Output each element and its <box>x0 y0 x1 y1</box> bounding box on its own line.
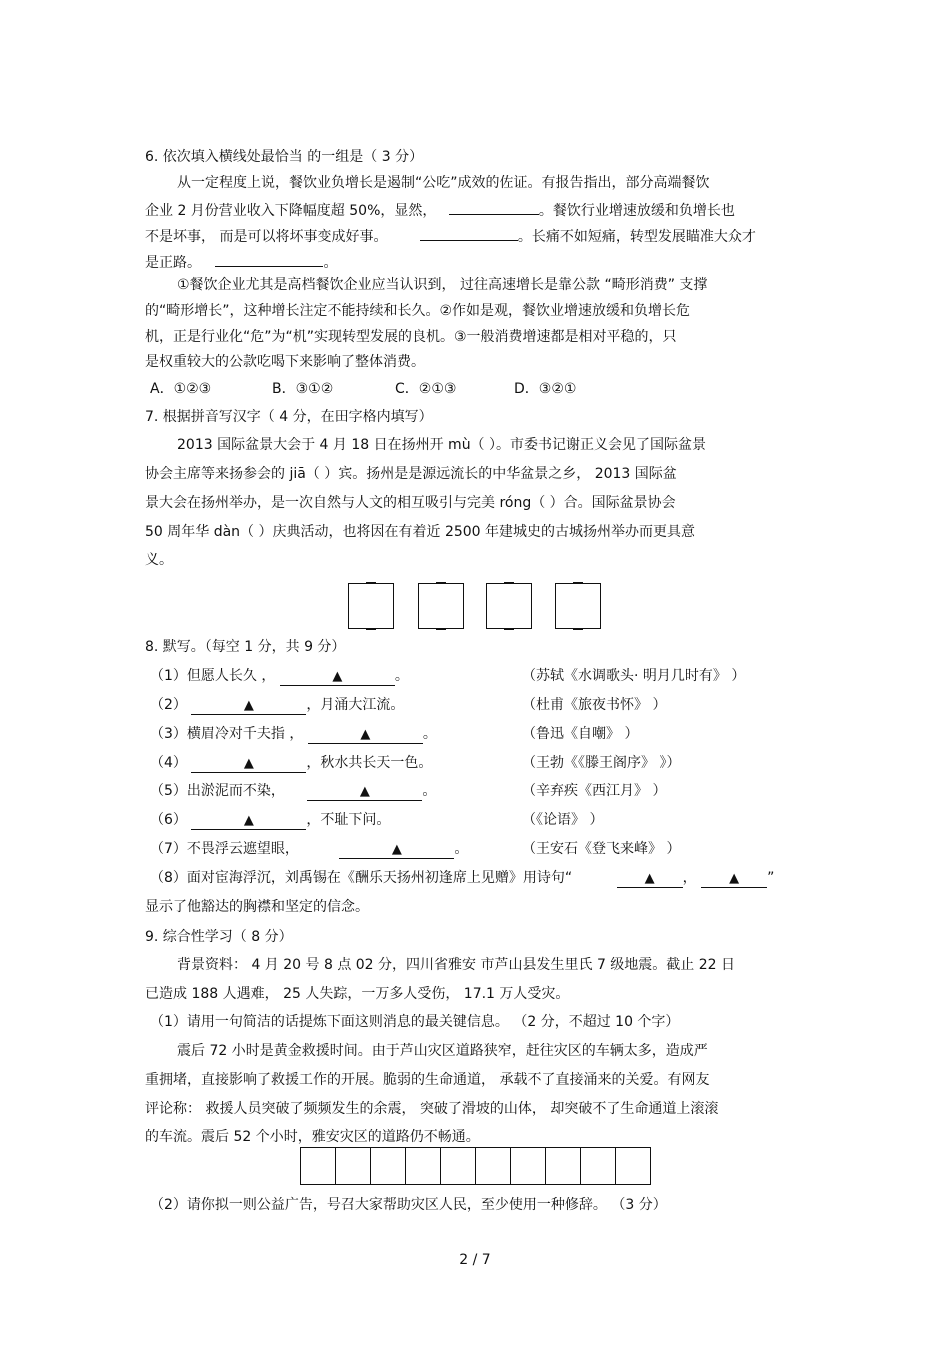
q6-option-line: 的“畸形增长”，这种增长注定不能持续和长久。②作如是观，餐饮业增速放缓和负增长危 <box>145 303 691 319</box>
dictation-suffix: ，秋水共长天一色。 <box>306 755 433 771</box>
answer-grid <box>300 1147 651 1185</box>
dictation-item-7 <box>150 840 468 859</box>
q6-para-line: 从一定程度上说，餐饮业负增长是遏制“公吃”成效的佐证。有报告指出，部分高端餐饮 <box>177 175 710 191</box>
dictation-blank[interactable]: ▲ <box>280 669 395 686</box>
answer-cell[interactable] <box>616 1148 650 1184</box>
dictation-item-1 <box>150 667 409 686</box>
q7-para-line: 景大会在扬州举办，是一次自然与人文的相互吸引与完美 róng（ ）合。国际盆景协会 <box>145 495 676 511</box>
dictation-blank[interactable]: ▲ <box>617 871 683 888</box>
answer-cell[interactable] <box>511 1148 546 1184</box>
dictation-source: （王勃《《滕王阁序》 》） <box>522 755 681 771</box>
choice-c[interactable]: C．②①③ <box>395 381 457 397</box>
q9-subquestion-2: （2）请你拟一则公益广告，号召大家帮助灾区人民，至少使用一种修辞。 （3 分） <box>150 1197 667 1213</box>
q6-title: 6. 依次填入横线处最恰当 的一组是（ 3 分） <box>145 149 424 165</box>
dictation-prefix: （6） <box>150 812 187 828</box>
q6-text: 企业 2 月份营业收入下降幅度超 50%，显然， <box>145 203 437 219</box>
choice-b[interactable]: B．③①② <box>272 381 334 397</box>
q6-text: 。长痛不如短痛，转型发展瞄准大众才 <box>517 229 756 245</box>
dictation-source: （辛弃疾《西江月》 ） <box>522 783 667 799</box>
dictation-item-4 <box>150 754 432 773</box>
fill-blank[interactable] <box>449 200 539 215</box>
q6-text: 。 <box>323 255 338 271</box>
dictation-item-3 <box>150 725 437 744</box>
dictation-comma: ， <box>682 870 697 886</box>
dictation-source: （鲁迅《自嘲》 ） <box>522 726 639 742</box>
dictation-source: （《论语》 ） <box>522 812 604 828</box>
q9-news-line: 评论称： 救援人员突破了频频发生的余震， 突破了滑坡的山体， 却突破不了生命通道上滚滚 <box>145 1101 719 1117</box>
answer-cell[interactable] <box>441 1148 476 1184</box>
tianzige-box[interactable] <box>486 583 532 629</box>
dictation-suffix: 。 <box>422 726 437 742</box>
dictation-blank[interactable]: ▲ <box>191 698 306 715</box>
dictation-prefix: （8）面对宦海浮沉，刘禹锡在《酬乐天扬州初逢席上见赠》用诗句“ <box>150 870 573 886</box>
dictation-item-8-cont: 显示了他豁达的胸襟和坚定的信念。 <box>145 899 369 915</box>
dictation-item-2 <box>150 696 404 715</box>
dictation-blank[interactable]: ▲ <box>191 756 306 773</box>
answer-cell[interactable] <box>301 1148 336 1184</box>
q7-title: 7. 根据拼音写汉字（ 4 分，在田字格内填写） <box>145 409 433 425</box>
dictation-suffix: 。 <box>422 783 437 799</box>
q7-para-line: 义。 <box>145 552 173 568</box>
dictation-prefix: （2） <box>150 697 187 713</box>
dictation-blank[interactable]: ▲ <box>307 784 422 801</box>
dictation-blank[interactable]: ▲ <box>191 813 306 830</box>
answer-cell[interactable] <box>371 1148 406 1184</box>
dictation-source: （王安石《登飞来峰》 ） <box>522 841 681 857</box>
q6-option-line: 机，正是行业化“危”为“机”实现转型发展的良机。③一般消费增速都是相对平稳的，只 <box>145 329 677 345</box>
dictation-prefix: （3）横眉冷对千夫指 ， <box>150 726 304 742</box>
fill-blank[interactable] <box>420 226 518 241</box>
answer-cell[interactable] <box>581 1148 616 1184</box>
dictation-suffix: ” <box>767 870 775 886</box>
q6-para-line <box>145 200 735 220</box>
dictation-source: （杜甫《旅夜书怀》 ） <box>522 697 667 713</box>
answer-cell[interactable] <box>476 1148 511 1184</box>
dictation-prefix: （7）不畏浮云遮望眼， <box>150 841 299 857</box>
answer-cell[interactable] <box>336 1148 371 1184</box>
choice-d[interactable]: D．③②① <box>514 381 577 397</box>
q6-text: 。餐饮行业增速放缓和负增长也 <box>538 203 735 219</box>
q6-para-line <box>145 252 337 272</box>
dictation-blank[interactable]: ▲ <box>339 842 454 859</box>
dictation-suffix: 。 <box>394 668 409 684</box>
q7-para-line: 2013 国际盆景大会于 4 月 18 日在扬州开 mù（ ）。市委书记谢正义会见了国际盆景 <box>177 437 707 453</box>
tianzige-box[interactable] <box>348 583 394 629</box>
dictation-prefix: （4） <box>150 755 187 771</box>
fill-blank[interactable] <box>215 252 323 267</box>
choice-a[interactable]: A．①②③ <box>150 381 212 397</box>
q9-background-line: 已造成 188 人遇难， 25 人失踪，一万多人受伤， 17.1 万人受灾。 <box>145 986 570 1002</box>
dictation-suffix: ，不耻下问。 <box>306 812 391 828</box>
q7-para-line: 协会主席等来扬参会的 jiā（ ）宾。扬州是是源远流长的中华盆景之乡， 2013 国际盆 <box>145 466 677 482</box>
q6-para-line <box>145 226 756 246</box>
q9-news-line: 震后 72 小时是黄金救援时间。由于芦山灾区道路狭窄，赶往灾区的车辆太多，造成严 <box>177 1043 708 1059</box>
dictation-blank[interactable]: ▲ <box>701 871 767 888</box>
page-number: 2 / 7 <box>459 1252 491 1268</box>
q9-news-line: 的车流。震后 52 个小时，雅安灾区的道路仍不畅通。 <box>145 1129 480 1145</box>
q6-option-line: ①餐饮企业尤其是高档餐饮企业应当认识到， 过往高速增长是靠公款 “畸形消费” 支撑 <box>177 277 708 293</box>
q6-text: 是正路。 <box>145 255 201 271</box>
dictation-prefix: （1）但愿人长久 ， <box>150 668 276 684</box>
answer-cell[interactable] <box>406 1148 441 1184</box>
tianzige-box[interactable] <box>555 583 601 629</box>
q9-news-line: 重拥堵，直接影响了救援工作的开展。脆弱的生命通道， 承载不了直接涌来的关爱。有网友 <box>145 1072 710 1088</box>
q9-subquestion-1: （1）请用一句简洁的话提炼下面这则消息的最关键信息。 （2 分，不超过 10 个字） <box>150 1014 680 1030</box>
q6-text: 不是坏事， 而是可以将坏事变成好事。 <box>145 229 388 245</box>
dictation-blank[interactable]: ▲ <box>308 727 423 744</box>
dictation-suffix: 。 <box>454 841 469 857</box>
q8-title: 8. 默写。（每空 1 分，共 9 分） <box>145 639 346 655</box>
dictation-item-5 <box>150 782 436 801</box>
answer-cell[interactable] <box>546 1148 581 1184</box>
q9-background-line: 背景资料： 4 月 20 号 8 点 02 分，四川省雅安 市芦山县发生里氏 7 级地震。截止 22 日 <box>177 957 736 973</box>
dictation-item-6 <box>150 811 390 830</box>
q6-option-line: 是权重较大的公款吃喝下来影响了整体消费。 <box>145 354 425 370</box>
q9-title: 9. 综合性学习（ 8 分） <box>145 929 293 945</box>
q7-para-line: 50 周年华 dàn（ ）庆典活动，也将因在有着近 2500 年建城史的古城扬州举办而更具意 <box>145 524 696 540</box>
dictation-source: （苏轼《水调歌头· 明月几时有》 ） <box>522 668 746 684</box>
dictation-prefix: （5）出淤泥而不染， <box>150 783 285 799</box>
dictation-item-8 <box>150 869 774 888</box>
dictation-suffix: ，月涌大江流。 <box>306 697 405 713</box>
tianzige-box[interactable] <box>418 583 464 629</box>
